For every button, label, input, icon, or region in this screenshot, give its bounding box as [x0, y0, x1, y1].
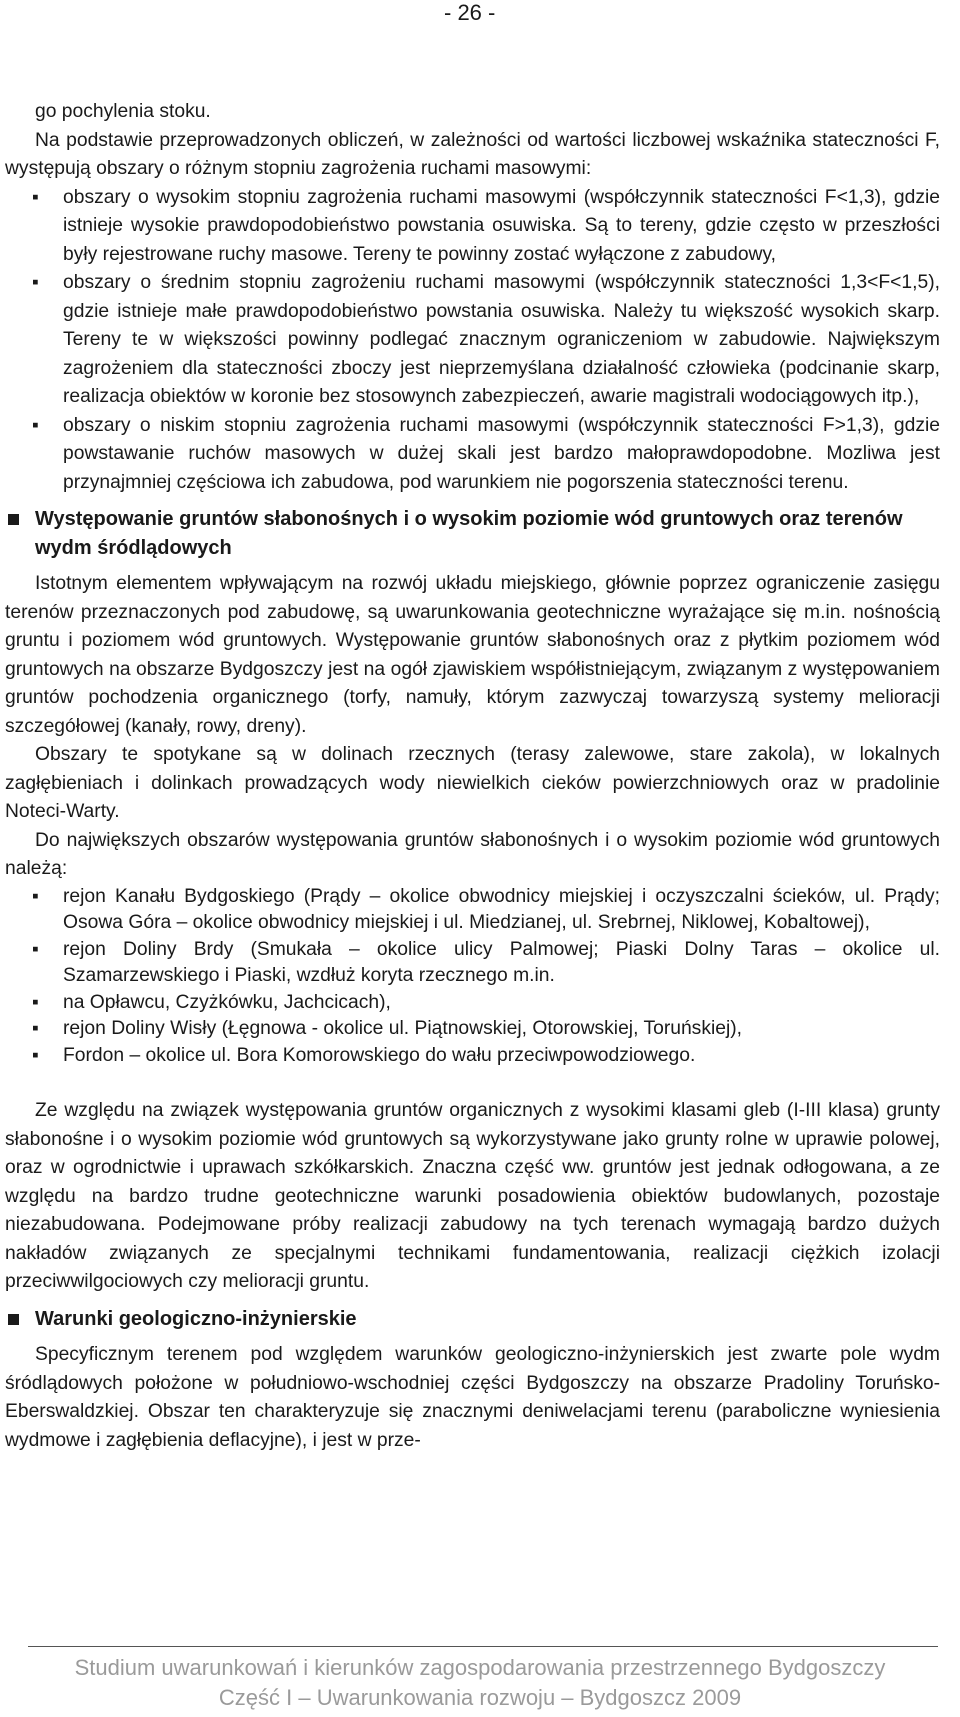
paragraph: Specyficznym terenem pod względem warunków geologiczno-inżynierskich jest zwarte pole wydm śródlądowych położone w południowo-wschodniej części Bydgoszczy na obszarze Pradoliny Toruńsko-Eberswaldzkiej. Obszar ten charakteryzuje się znacznymi deniwelacjami terenu (paraboliczne wyniesienia wydmowe i zagłębienia deflacyjne), i jest w prze- [5, 1344, 940, 1451]
intro-paragraph: Na podstawie przeprowadzonych obliczeń, w zależności od wartości liczbowej wskaźnika stateczności F, występują obszary o różnym stopniu zagrożenia ruchami masowymi: [5, 129, 940, 179]
bullet-icon: ▪ [32, 414, 39, 436]
paragraph: Obszary te spotykane są w dolinach rzecznych (terasy zalewowe, stare zakola), w lokalnych zagłębieniach i dolinkach prowadzących wody niewielkich cieków powierzchniowych oraz w pradolinie Noteci-Warty. [5, 744, 940, 822]
paragraph: Ze względu na związek występowania gruntów organicznych z wysokimi klasami gleb (I-III klasa) grunty słabonośne i o wysokim poziomie wód gruntowych są wykorzystywane jako grunty rolne w uprawie polowej, oraz w ogrodnictwie i uprawach szkółkarskich. Znaczna część ww. gruntów jest jednak odłogowana, a ze względu na bardzo trudne geotechniczne warunki posadowienia obiektów budowlanych, pozostaje niezabudowana. Podejmowane próby realizacji zabudowy na tych terenach wymagają bardzo dużych nakładów związanych ze specjalnymi technikami fundamentowania, realizacji ciężkich izolacji przeciwwilgociowych czy melioracji gruntu. [5, 1100, 940, 1292]
list-item: ▪ obszary o średnim stopniu zagrożeniu ruchami masowymi (współczynnik stateczności 1,3<F<1,5), gdzie istnieje małe prawdopodobieństwo powstania osuwiska. Należy tu większość wysokich skarp. Tereny te w większości powinny podlegać znacznym ograniczeniom w zabudowie. Największym zagrożeniem dla stateczności zboczy jest nieprzemyślana działalność człowieka (podcinanie skarp, realizacja obiektów w koronie bez stosowynch zabezpieczeń, awarie magistrali wodociągowych itp.), [5, 269, 940, 412]
footer-title: Studium uwarunkowań i kierunków zagospodarowania przestrzennego Bydgoszczy [74, 1655, 886, 1680]
footer-subtitle: Część I – Uwarunkowania rozwoju – Bydgoszcz 2009 [218, 1685, 742, 1710]
risk-levels-list [5, 184, 940, 498]
page-footer [0, 1653, 960, 1713]
paragraph: Istotnym elementem wpływającym na rozwój układu miejskiego, głównie poprzez ograniczenie zasięgu terenów przeznaczonych pod zabudowę, są uwarunkowania geotechniczne wyrażające się m.in. nośnością gruntu i poziomem wód gruntowych. Występowanie gruntów słabonośnych oraz z płytkim poziomem wód gruntowych na obszarze Bydgoszczy jest na ogół zjawiskiem współistniejącym, związanym z występowaniem gruntów pochodzenia organicznego (torfy, namuły, którym zazwyczaj towarzyszą systemy melioracji szczegółowej (kanały, rowy, dreny). [5, 573, 940, 737]
square-bullet-icon [8, 514, 19, 525]
section-heading-soils: Występowanie gruntów słabonośnych i o wysokim poziomie wód gruntowych oraz terenów wydm śródlądowych [5, 505, 940, 562]
bullet-icon: ▪ [32, 938, 39, 960]
list-item: ▪ rejon Doliny Brdy (Smukała – okolice ulicy Palmowej; Piaski Dolny Taras – okolice ul. Szamarzewskiego i Piaski, wzdłuż koryta rzecznego m.in. [32, 938, 940, 986]
bullet-icon: ▪ [32, 186, 39, 208]
bullet-icon: ▪ [32, 272, 39, 293]
list-item: ▪ na Opławcu, Czyżkówku, Jachcicach), [5, 990, 940, 1017]
areas-list [5, 884, 940, 1070]
paragraph: Do największych obszarów występowania gruntów słabonośnych i o wysokim poziomie wód gruntowych należą: [5, 829, 940, 879]
list-item: ▪ rejon Doliny Wisły (Łęgnowa - okolice ul. Piątnowskiej, Otorowskiej, Toruńskiej), [5, 1016, 940, 1043]
continuation-text: go pochylenia stoku. [35, 101, 211, 122]
list-item: ▪ obszary o niskim stopniu zagrożenia ruchami masowymi (współczynnik stateczności F>1,3), gdzie powstawanie ruchów masowych w dużej skali jest bardzo małoprawdopodobne. Mozliwa jest przynajmniej częściowa ich zabudowa, pod warunkiem nie pogorszenia stateczności terenu. [5, 412, 940, 498]
page-number: - 26 - [444, 0, 496, 25]
list-item: ▪ obszary o wysokim stopniu zagrożenia ruchami masowymi (współczynnik stateczności F<1,3), gdzie istnieje wysokie prawdopodobieństwo powstania osuwiska. Są to tereny, gdzie często w przeszłości były rejestrowane ruchy masowe. Tereny te powinny zostać wyłączone z zabudowy, [5, 184, 940, 270]
document-body [5, 98, 940, 1455]
list-item: ▪ Fordon – okolice ul. Bora Komorowskiego do wału przeciwpowodziowego. [5, 1043, 940, 1070]
list-item: ▪ rejon Kanału Bydgoskiego (Prądy – okolice obwodnicy miejskiej i oczyszczalni ścieków, ul. Prądy; Osowa Góra – okolice obwodnicy miejskiej i ul. Miedzianej, ul. Srebrnej, Niklowej, Kobaltowej), [32, 885, 940, 933]
bullet-icon: ▪ [32, 1018, 39, 1039]
section-heading-geology: Warunki geologiczno-inżynierskie [5, 1305, 940, 1334]
bullet-icon: ▪ [32, 1044, 39, 1066]
footer-divider [28, 1646, 938, 1647]
bullet-icon: ▪ [32, 885, 39, 907]
square-bullet-icon [8, 1314, 19, 1325]
bullet-icon: ▪ [32, 991, 39, 1013]
